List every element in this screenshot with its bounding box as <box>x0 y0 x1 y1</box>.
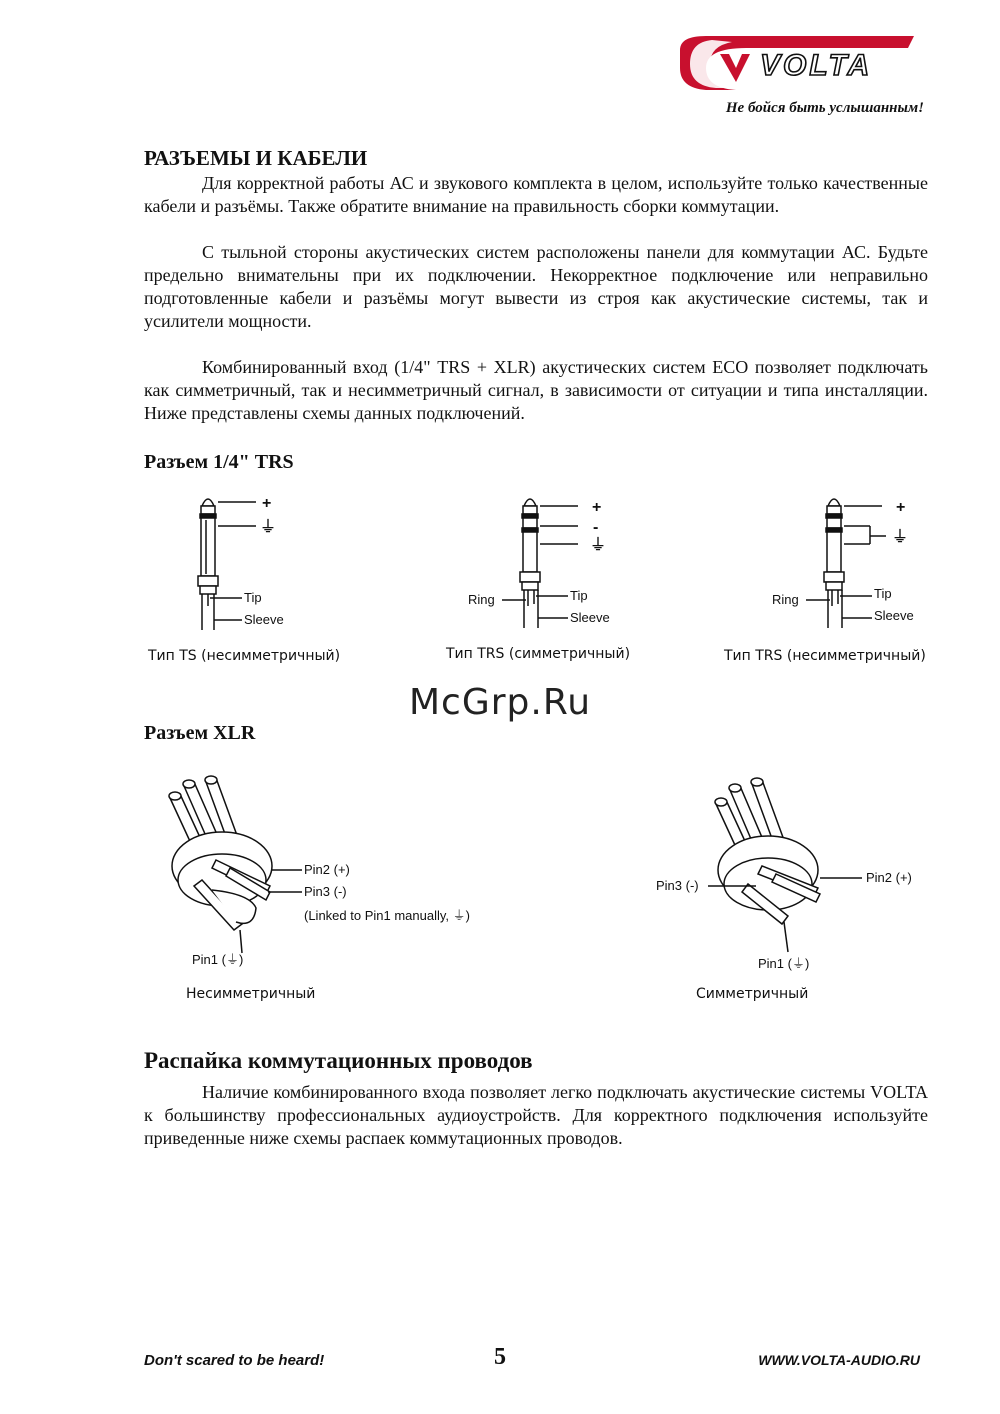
xlr-unbal-pin3-label: Pin3 (-) <box>304 884 347 899</box>
ts-plug-diagram <box>180 488 310 638</box>
tagline: Не бойся быть услышанным! <box>725 100 924 116</box>
footer-slogan: Don't scared to be heard! <box>144 1352 325 1369</box>
ts-caption: Тип TS (несимметричный) <box>148 648 341 664</box>
xlr-bal-pin1-label: Pin1 (⏚) <box>758 956 810 971</box>
footer-website-link[interactable]: WWW.VOLTA-AUDIO.RU <box>758 1352 920 1368</box>
trs-unbal-sleeve-label: Sleeve <box>874 608 914 623</box>
ts-sleeve-label: Sleeve <box>244 612 284 627</box>
xlr-balanced-diagram <box>652 770 932 975</box>
paragraph-1: Для корректной работы АС и звукового комплекта в целом, используйте только качественные кабели и разъёмы. Также обратите внимание на правильность сборки коммутации. <box>144 173 928 216</box>
trs-unbalanced-plug-diagram <box>766 488 926 638</box>
wiring-paragraph: Наличие комбинированного входа позволяет легко подключать акустические системы VOLTA к большинству профессиональных аудиоустройств. Для корректного подключения используйте приведенные ниже схемы распаек коммутационных проводов. <box>144 1082 928 1148</box>
watermark: McGrp.Ru <box>408 682 592 723</box>
trs-title: Разъем 1/4" TRS <box>144 451 294 473</box>
trs-balanced-caption: Тип TRS (симметричный) <box>446 646 631 662</box>
xlr-bal-pin3-label: Pin3 (-) <box>656 878 699 893</box>
trs-balanced-plug-diagram <box>462 488 622 638</box>
brand-name: VOLTA <box>760 49 873 82</box>
xlr-title: Разъем XLR <box>144 722 256 744</box>
xlr-unbal-note: (Linked to Pin1 manually, ⏚) <box>304 908 470 923</box>
xlr-unbalanced-caption: Несимметричный <box>186 986 316 1002</box>
trs-bal-ground-icon: ⏚ <box>590 537 607 554</box>
section-title-connectors: РАЗЪЕМЫ И КАБЕЛИ <box>144 146 368 170</box>
trs-unbalanced-caption: Тип TRS (несимметричный) <box>724 648 926 664</box>
trs-bal-tip-label: Tip <box>570 588 588 603</box>
trs-unbal-ground-icon: ⏚ <box>892 529 909 546</box>
trs-bal-sleeve-label: Sleeve <box>570 610 610 625</box>
trs-bal-ring-label: Ring <box>468 592 495 607</box>
trs-bal-minus: - <box>593 519 599 536</box>
page-number: 5 <box>494 1344 506 1370</box>
paragraph-3: Комбинированный вход (1/4" TRS + XLR) акустических систем ECO позволяет подключать как симметричный, так и несимметричный сигнал, в зависимости от ситуации и типа инсталляции. Ниже представлены схемы данных подключений. <box>144 357 928 423</box>
paragraph-2: С тыльной стороны акустических систем расположены панели для коммутации АС. Будьте предельно внимательны при их подключении. Некорректное подключение или неправильно подготовленные кабели и разъёмы могут вывести из строя как акустические системы, так и усилители мощности. <box>144 242 928 331</box>
xlr-unbalanced-diagram <box>150 768 520 973</box>
trs-unbal-plus: + <box>896 499 906 516</box>
ts-ground-icon: ⏚ <box>260 519 277 536</box>
ts-plus: + <box>262 495 272 512</box>
section-title-wiring: Распайка коммутационных проводов <box>144 1048 533 1073</box>
volta-logo <box>676 30 926 100</box>
trs-unbal-ring-label: Ring <box>772 592 799 607</box>
trs-unbal-tip-label: Tip <box>874 586 892 601</box>
ts-tip-label: Tip <box>244 590 262 605</box>
trs-bal-plus: + <box>592 499 602 516</box>
xlr-balanced-caption: Симметричный <box>696 986 809 1002</box>
xlr-bal-pin2-label: Pin2 (+) <box>866 870 912 885</box>
xlr-unbal-pin1-label: Pin1 (⏚) <box>192 952 244 967</box>
xlr-unbal-pin2-label: Pin2 (+) <box>304 862 350 877</box>
